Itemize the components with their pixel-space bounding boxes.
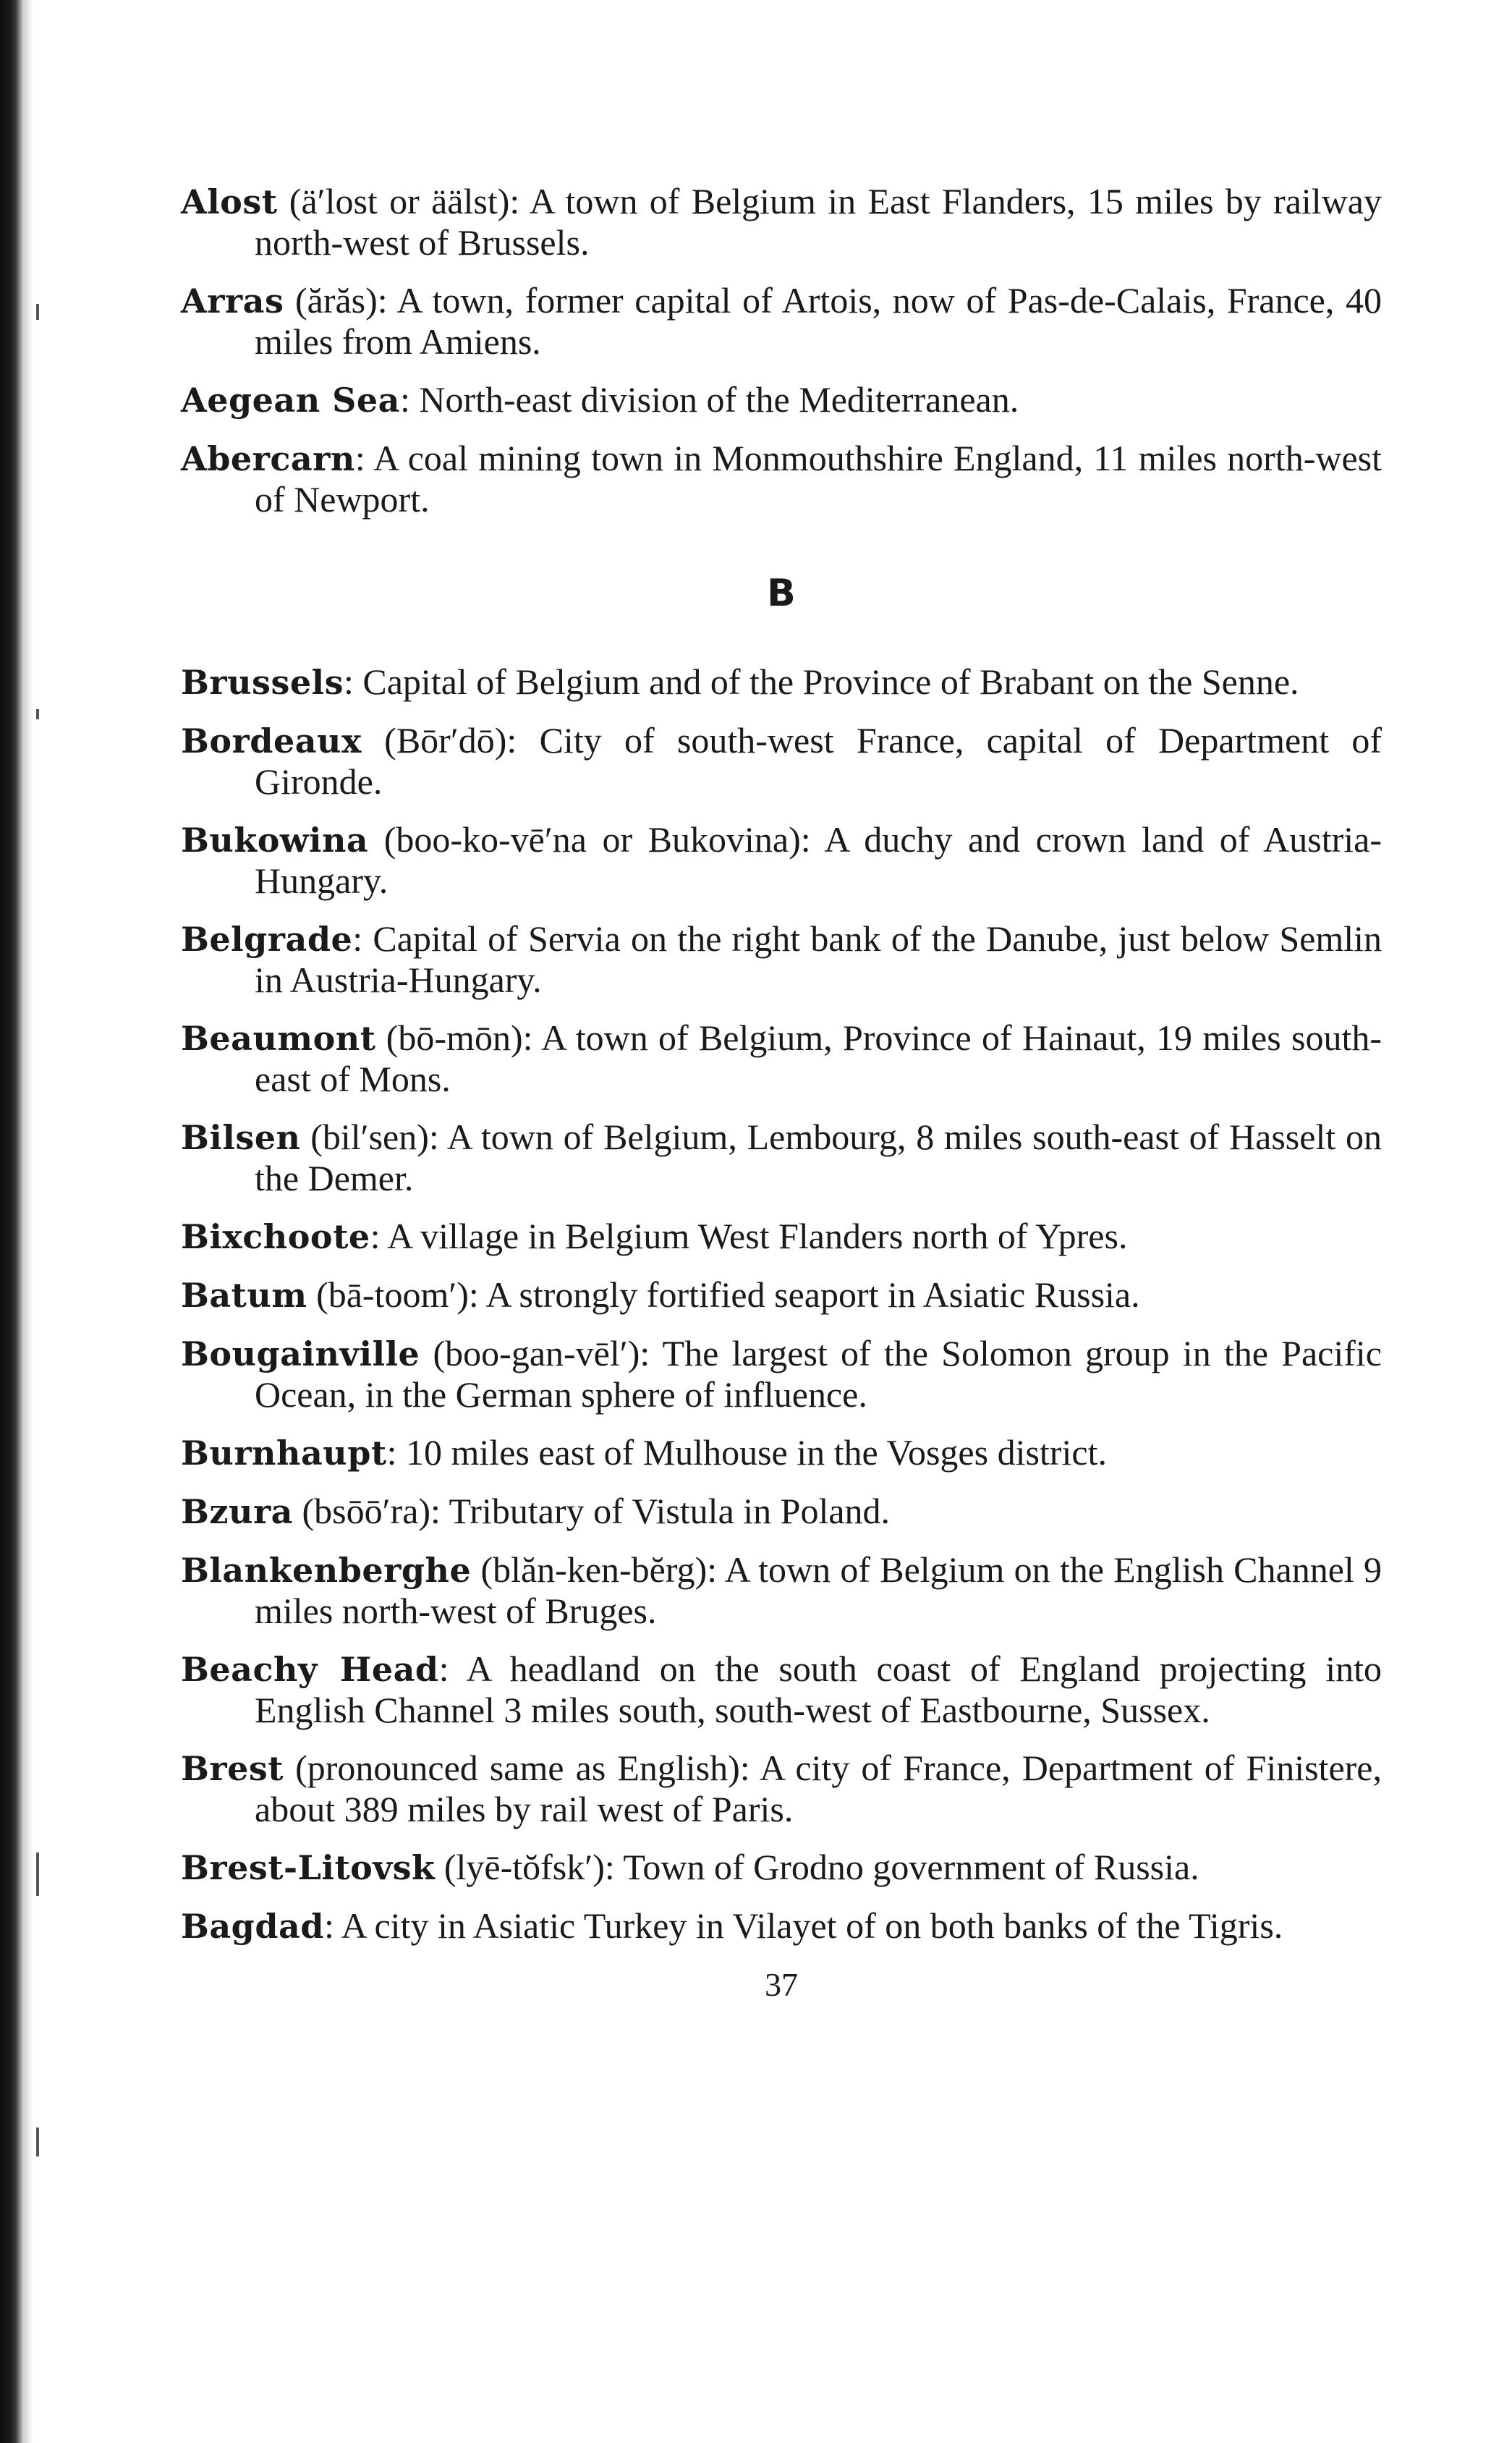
entry-text: : Capital of Servia on the right bank of the Danube, just below Semlin in Austria-Hungary. (255, 918, 1382, 1000)
entry-text: : North-east division of the Mediterranean. (399, 379, 1019, 420)
entry-text: (lyē-tŏfsk′): Town of Grodno government of Russia. (435, 1847, 1199, 1887)
entry-term: Batum (181, 1276, 307, 1315)
gazetteer-entry-beaumont (181, 1017, 1382, 1099)
binding-speck (36, 1853, 39, 1896)
entry-term: Brussels (181, 663, 344, 702)
gazetteer-entry-beachy-head (181, 1648, 1382, 1730)
gazetteer-entry-aegean-sea (181, 379, 1382, 420)
entry-text: (bil′sen): A town of Belgium, Lembourg, 8 miles south-east of Hasselt on the Demer. (255, 1117, 1382, 1198)
gazetteer-entry-bixchoote (181, 1216, 1382, 1257)
entry-term: Aegean Sea (181, 381, 400, 420)
entry-term: Brest (181, 1749, 284, 1788)
entry-text: (blăn-ken-bĕrg): A town of Belgium on the English Channel 9 miles north-west of Bruges. (255, 1549, 1382, 1631)
entry-text: (Bōr′dō): City of south-west France, capital of Department of Gironde. (255, 720, 1382, 802)
section-heading-b: B (767, 572, 796, 615)
gazetteer-entry-brest (181, 1748, 1382, 1829)
entry-text: (boo-gan-vēl′): The largest of the Solomon group in the Pacific Ocean, in the German sphere of influence. (255, 1333, 1382, 1415)
entry-text: : A coal mining town in Monmouthshire England, 11 miles north-west of Newport. (255, 438, 1382, 520)
entry-term: Beaumont (181, 1019, 376, 1058)
entry-term: Belgrade (181, 920, 353, 959)
binding-speck (36, 304, 39, 320)
entry-text: (ărăs): A town, former capital of Artois, now of Pas-de-Calais, France, 40 miles from Amiens. (255, 280, 1382, 362)
entry-term: Bukowina (181, 821, 369, 860)
entry-term: Beachy Head (181, 1650, 439, 1689)
entry-term: Alost (181, 182, 278, 221)
entry-term: Abercarn (181, 439, 355, 478)
section-a (181, 181, 1382, 520)
entry-term: Brest-Litovsk (181, 1848, 436, 1887)
gazetteer-entry-bougainville (181, 1333, 1382, 1415)
page-number: 37 (765, 1966, 798, 2003)
gazetteer-entry-bzura (181, 1491, 1382, 1532)
binding-speck (36, 2127, 39, 2156)
entry-text: : A headland on the south coast of England projecting into English Channel 3 miles south, south-west of Eastbourne, Sussex. (255, 1648, 1382, 1730)
gazetteer-entry-bilsen (181, 1117, 1382, 1198)
gazetteer-entry-bordeaux (181, 720, 1382, 802)
gazetteer-entry-arras (181, 280, 1382, 362)
gazetteer-entry-blankenberghe (181, 1549, 1382, 1631)
entry-text: (ä′lost or äälst): A town of Belgium in East Flanders, 15 miles by railway north-west of Brussels. (255, 181, 1382, 263)
entry-term: Bagdad (181, 1907, 324, 1946)
entry-term: Bixchoote (181, 1217, 370, 1256)
entry-term: Bordeaux (181, 721, 362, 761)
gazetteer-entry-burnhaupt (181, 1432, 1382, 1473)
gazetteer-entry-alost (181, 181, 1382, 263)
entry-text: (bsōō′ra): Tributary of Vistula in Poland. (293, 1491, 891, 1531)
gazetteer-entry-batum (181, 1274, 1382, 1316)
entry-term: Bougainville (181, 1334, 420, 1373)
page-binding-edge (0, 0, 33, 2443)
entry-text: (pronounced same as English): A city of France, Department of Finistere, about 389 miles by rail west of Paris. (255, 1748, 1382, 1829)
entry-text: (bā-toom′): A strongly fortified seaport in Asiatic Russia. (307, 1274, 1140, 1315)
gazetteer-entry-bukowina (181, 819, 1382, 901)
entry-text: (boo-ko-vē′na or Bukovina): A duchy and crown land of Austria-Hungary. (255, 819, 1382, 901)
section-b (181, 661, 1382, 1947)
document-page (181, 181, 1382, 2004)
entry-text: : A city in Asiatic Turkey in Vilayet of on both banks of the Tigris. (323, 1905, 1283, 1946)
binding-speck (36, 709, 39, 719)
gazetteer-entry-brussels (181, 661, 1382, 703)
entry-text: : Capital of Belgium and of the Province of Brabant on the Senne. (344, 661, 1299, 702)
gazetteer-entry-belgrade (181, 918, 1382, 1000)
entry-term: Bzura (181, 1492, 293, 1531)
gazetteer-entry-abercarn (181, 438, 1382, 520)
entry-term: Bilsen (181, 1118, 301, 1157)
entry-term: Blankenberghe (181, 1551, 472, 1590)
gazetteer-entry-bagdad (181, 1905, 1382, 1947)
gazetteer-entry-brest-litovsk (181, 1847, 1382, 1888)
entry-text: (bō-mōn): A town of Belgium, Province of Hainaut, 19 miles south-east of Mons. (255, 1017, 1382, 1099)
entry-term: Arras (181, 281, 284, 321)
entry-text: : 10 miles east of Mulhouse in the Vosges district. (386, 1432, 1107, 1473)
entry-term: Burnhaupt (181, 1434, 387, 1473)
entry-text: : A village in Belgium West Flanders north of Ypres. (370, 1216, 1128, 1256)
